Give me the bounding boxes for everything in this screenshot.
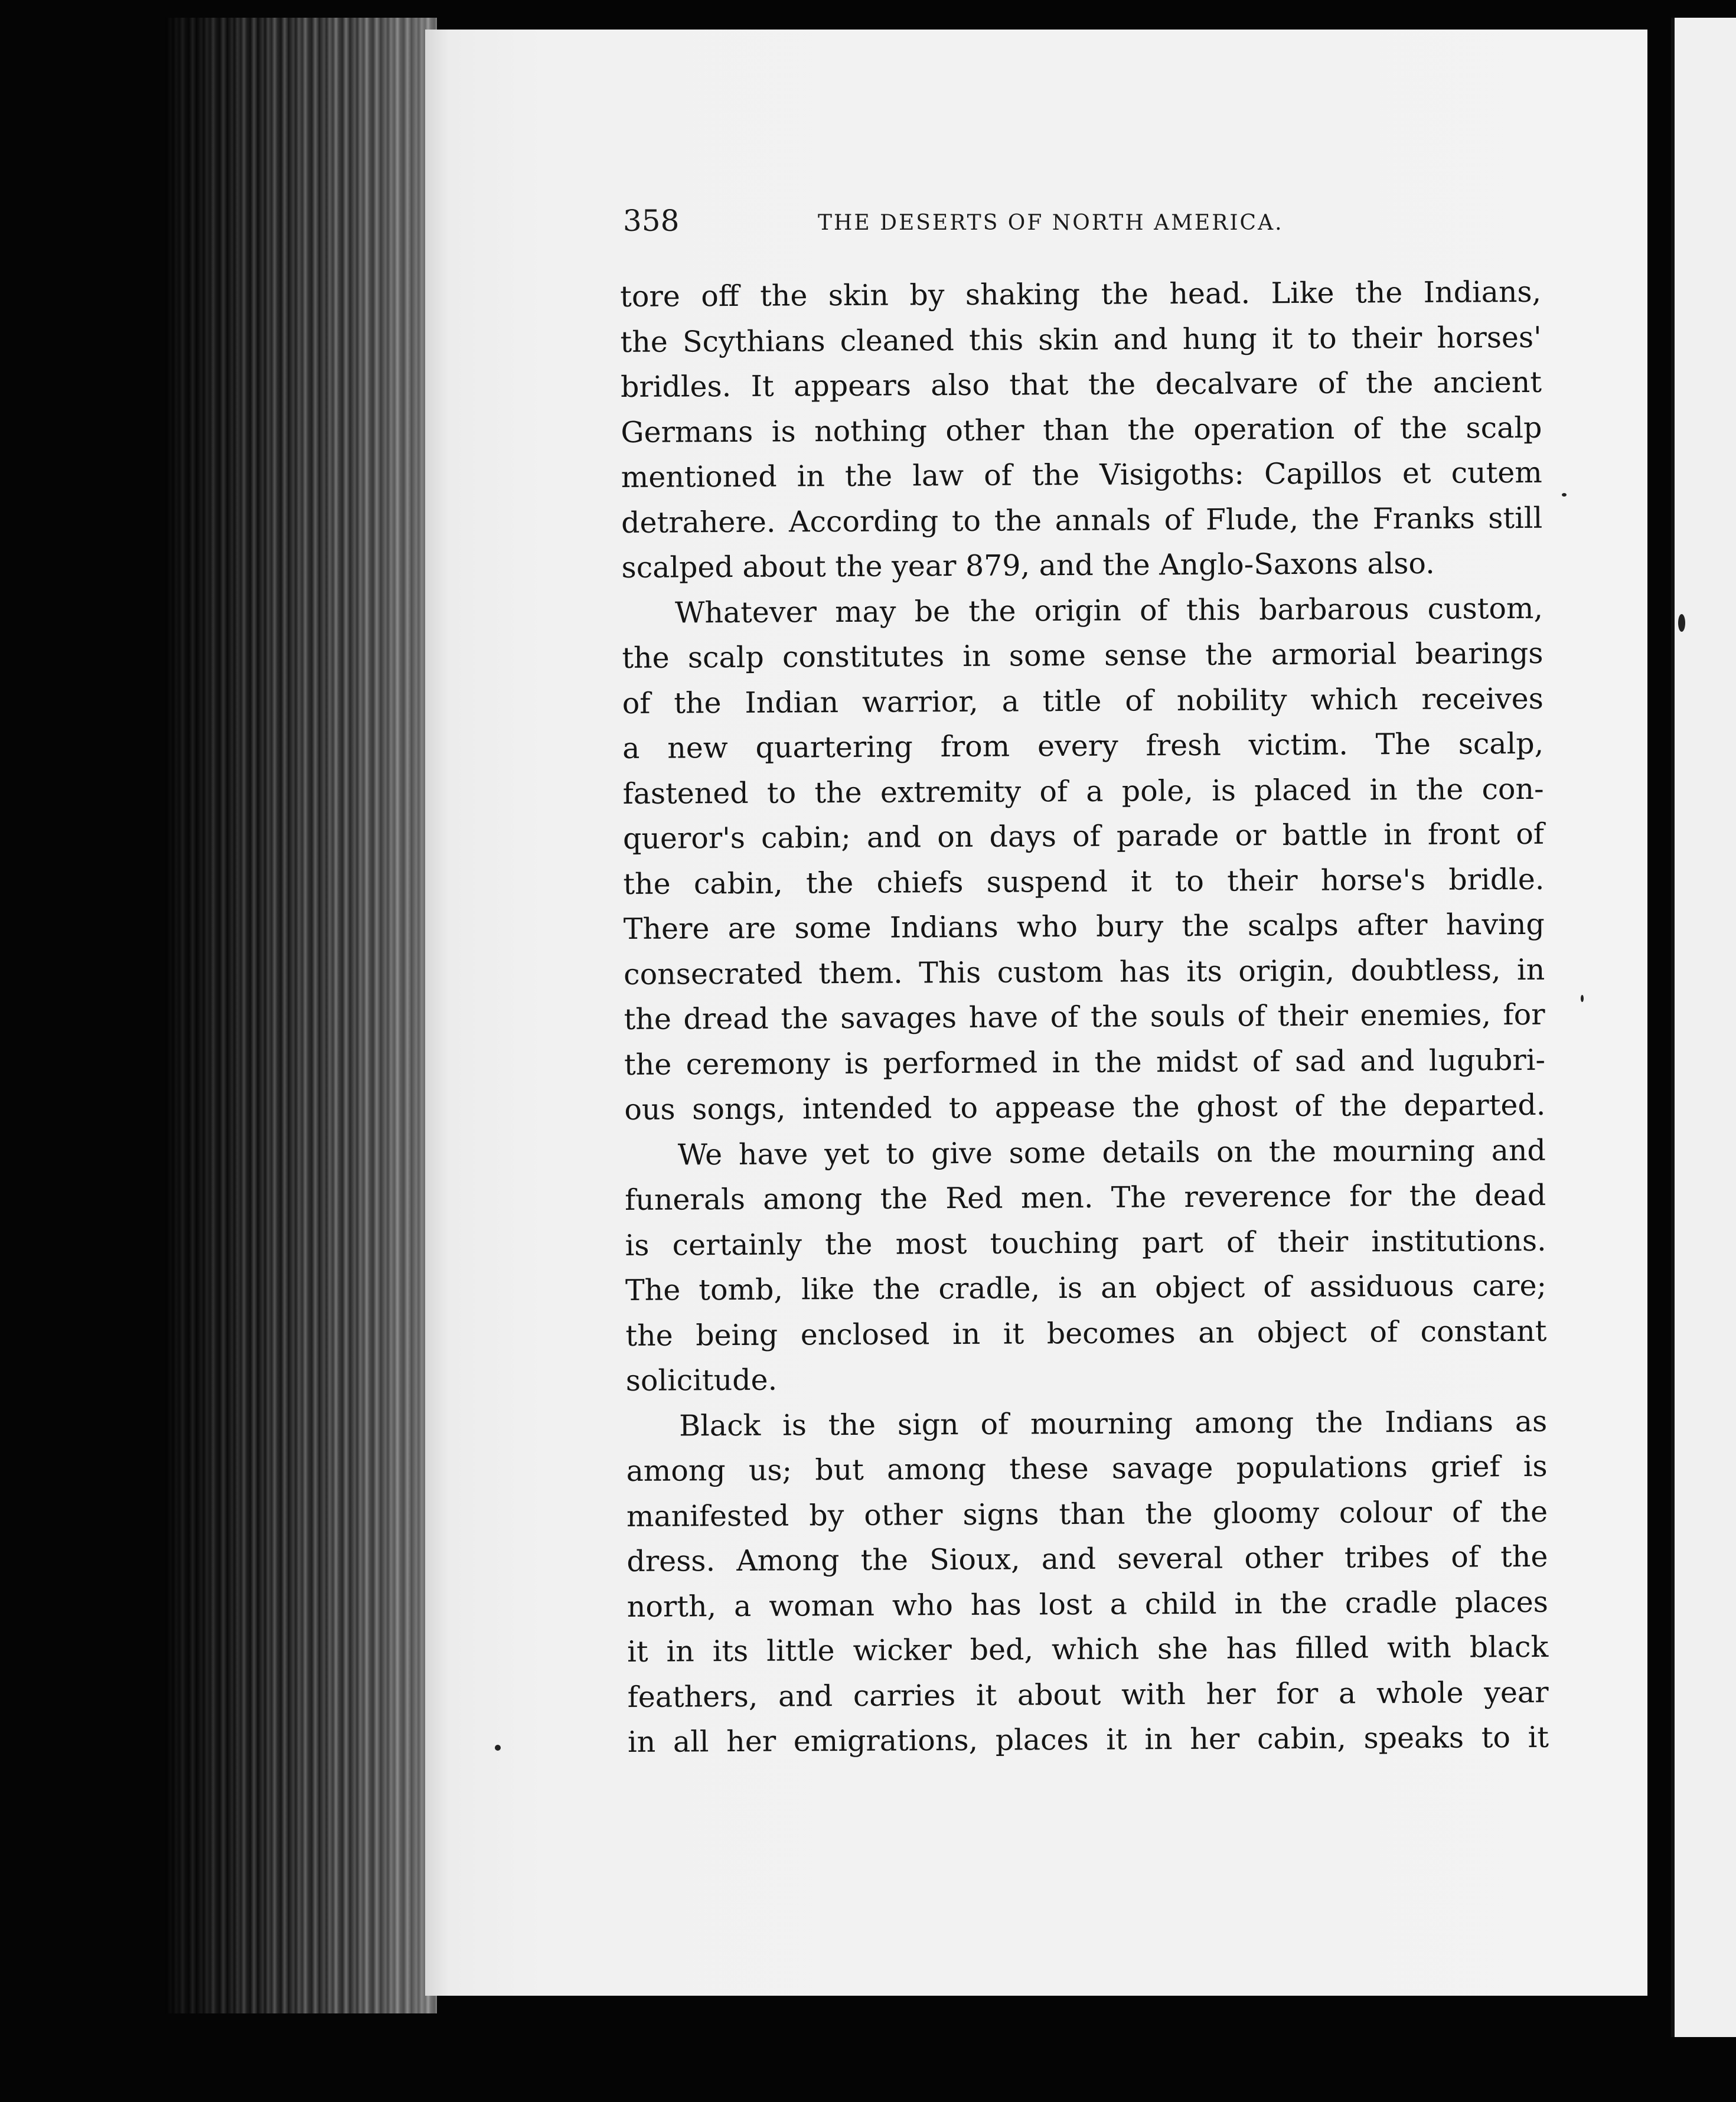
running-header: [623, 204, 1361, 251]
page-number: 358: [623, 204, 680, 238]
text-line: among us; but among these savage populations grief is: [626, 1449, 1548, 1488]
text-line: feathers, and carries it about with her for a whole year: [627, 1675, 1549, 1714]
scan-speck: [1581, 995, 1584, 1002]
text-line: bridles. It appears also that the decalvare of the ancient: [620, 365, 1542, 404]
text-line: detrahere. According to the annals of Flude, the Franks still: [621, 501, 1543, 540]
text-line: There are some Indians who bury the scalps after having: [623, 907, 1545, 946]
text-line: the Scythians cleaned this skin and hung it to their horses': [620, 320, 1542, 359]
text-line: Whatever may be the origin of this barbarous custom,: [674, 591, 1544, 630]
text-line: manifested by other signs than the gloomy colour of the: [626, 1494, 1548, 1533]
text-line: Germans is nothing other than the operation of the scalp: [621, 410, 1542, 449]
text-line: the scalp constitutes in some sense the armorial bearings: [622, 636, 1544, 675]
running-title: THE DESERTS OF NORTH AMERICA.: [818, 211, 1284, 235]
paragraph-1: [620, 270, 1543, 591]
text-line: it in its little wicker bed, which she has filled with black: [627, 1630, 1549, 1669]
body-text: [620, 270, 1549, 1765]
text-line: fastened to the extremity of a pole, is placed in the con-: [622, 772, 1544, 811]
scan-speck: [1562, 493, 1567, 497]
scan-speck: [1678, 614, 1685, 632]
text-line: ous songs, intended to appease the ghost of the departed.: [624, 1088, 1546, 1127]
text-line: dress. Among the Sioux, and several other tribes of the: [626, 1539, 1548, 1578]
text-line: is certainly the most touching part of their institutions.: [625, 1223, 1546, 1262]
text-line: queror's cabin; and on days of parade or battle in front of: [622, 817, 1545, 856]
text-line: solicitude.: [625, 1363, 778, 1398]
text-line: a new quartering from every fresh victim. The scalp,: [622, 726, 1544, 765]
text-line: tore off the skin by shaking the head. Like the Indians,: [620, 275, 1542, 314]
text-line: funerals among the Red men. The reverence for the dead: [625, 1178, 1546, 1217]
text-line: in all her emigrations, places it in her cabin, speaks to it: [627, 1720, 1549, 1759]
paragraph-2: [622, 586, 1546, 1132]
text-line: the being enclosed in it becomes an object of constant: [625, 1314, 1547, 1353]
text-line: of the Indian warrior, a title of nobility which receives: [622, 681, 1544, 720]
text-line: Black is the sign of mourning among the Indians as: [679, 1404, 1548, 1443]
paragraph-3: [625, 1128, 1547, 1403]
text-line: the ceremony is performed in the midst of sad and lugubri-: [624, 1043, 1546, 1082]
text-line: scalped about the year 879, and the Anglo-Saxons also.: [621, 546, 1435, 585]
scan-speck: [495, 1745, 501, 1751]
text-line: The tomb, like the cradle, is an object of assiduous care;: [625, 1268, 1547, 1307]
text-line: mentioned in the law of the Visigoths: Capillos et cutem: [621, 455, 1542, 494]
text-line: north, a woman who has lost a child in the cradle places: [626, 1585, 1548, 1624]
text-line: the dread the savages have of the souls of their enemies, for: [624, 997, 1545, 1036]
book-page-edges: [165, 18, 437, 2013]
text-line: the cabin, the chiefs suspend it to their horse's bridle.: [623, 862, 1545, 901]
facing-page-edge: [1671, 18, 1736, 2037]
paragraph-4: [626, 1399, 1549, 1765]
text-line: We have yet to give some details on the mourning and: [677, 1133, 1546, 1172]
text-line: consecrated them. This custom has its origin, doubtless, in: [624, 952, 1545, 991]
